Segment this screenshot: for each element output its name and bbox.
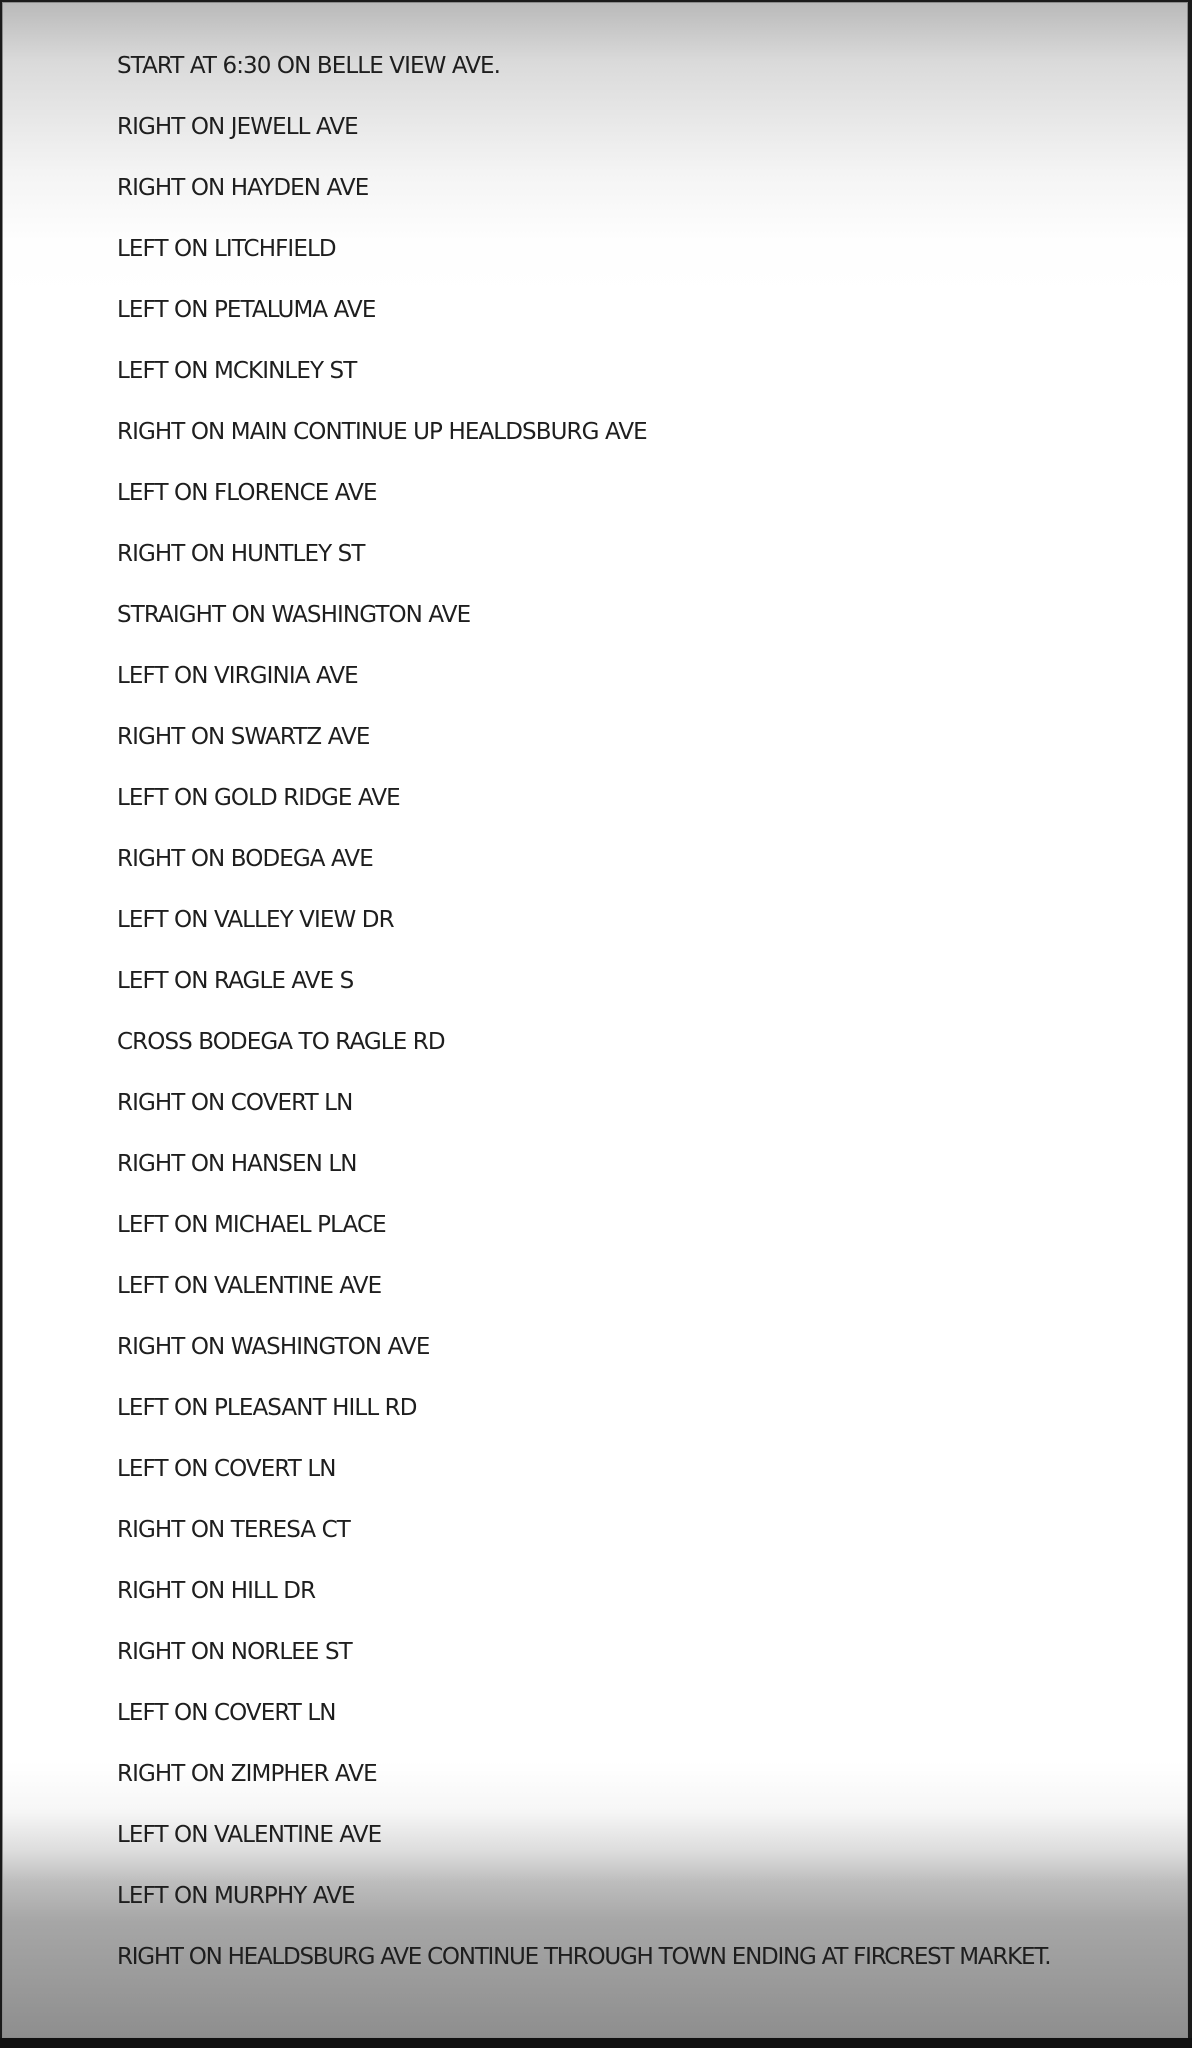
direction-line: RIGHT ON NORLEE ST <box>117 1639 352 1665</box>
direction-line: RIGHT ON WASHINGTON AVE <box>117 1334 430 1360</box>
direction-line: RIGHT ON HUNTLEY ST <box>117 541 365 567</box>
directions-list <box>117 52 1050 2004</box>
direction-line: LEFT ON VALENTINE AVE <box>117 1273 382 1299</box>
direction-line: STRAIGHT ON WASHINGTON AVE <box>117 602 471 628</box>
direction-line: LEFT ON VALENTINE AVE <box>117 1822 382 1848</box>
direction-line: RIGHT ON ZIMPHER AVE <box>117 1761 377 1787</box>
direction-line: RIGHT ON HANSEN LN <box>117 1151 357 1177</box>
direction-line: LEFT ON FLORENCE AVE <box>117 480 377 506</box>
direction-line: START AT 6:30 ON BELLE VIEW AVE. <box>117 53 501 79</box>
direction-line: RIGHT ON SWARTZ AVE <box>117 724 370 750</box>
direction-line: LEFT ON MCKINLEY ST <box>117 358 357 384</box>
bottom-edge-bar <box>0 2038 1192 2048</box>
direction-line: LEFT ON RAGLE AVE S <box>117 968 354 994</box>
direction-line: LEFT ON MICHAEL PLACE <box>117 1212 386 1238</box>
direction-line: LEFT ON COVERT LN <box>117 1456 336 1482</box>
direction-line: LEFT ON GOLD RIDGE AVE <box>117 785 400 811</box>
direction-line: RIGHT ON TERESA CT <box>117 1517 350 1543</box>
direction-line: LEFT ON PLEASANT HILL RD <box>117 1395 417 1421</box>
direction-line: RIGHT ON MAIN CONTINUE UP HEALDSBURG AVE <box>117 419 647 445</box>
direction-line: LEFT ON VALLEY VIEW DR <box>117 907 394 933</box>
direction-line: RIGHT ON HAYDEN AVE <box>117 175 369 201</box>
direction-line: RIGHT ON JEWELL AVE <box>117 114 358 140</box>
direction-line: LEFT ON PETALUMA AVE <box>117 297 376 323</box>
direction-line: LEFT ON VIRGINIA AVE <box>117 663 358 689</box>
direction-line: RIGHT ON HILL DR <box>117 1578 316 1604</box>
direction-line: RIGHT ON COVERT LN <box>117 1090 353 1116</box>
direction-line: LEFT ON MURPHY AVE <box>117 1883 355 1909</box>
direction-line: LEFT ON COVERT LN <box>117 1700 336 1726</box>
direction-line: LEFT ON LITCHFIELD <box>117 236 336 262</box>
direction-line: RIGHT ON BODEGA AVE <box>117 846 373 872</box>
direction-line: CROSS BODEGA TO RAGLE RD <box>117 1029 445 1055</box>
direction-line: RIGHT ON HEALDSBURG AVE CONTINUE THROUGH TOWN ENDING AT FIRCREST MARKET. <box>117 1944 1051 1970</box>
document-page <box>2 2 1188 2038</box>
